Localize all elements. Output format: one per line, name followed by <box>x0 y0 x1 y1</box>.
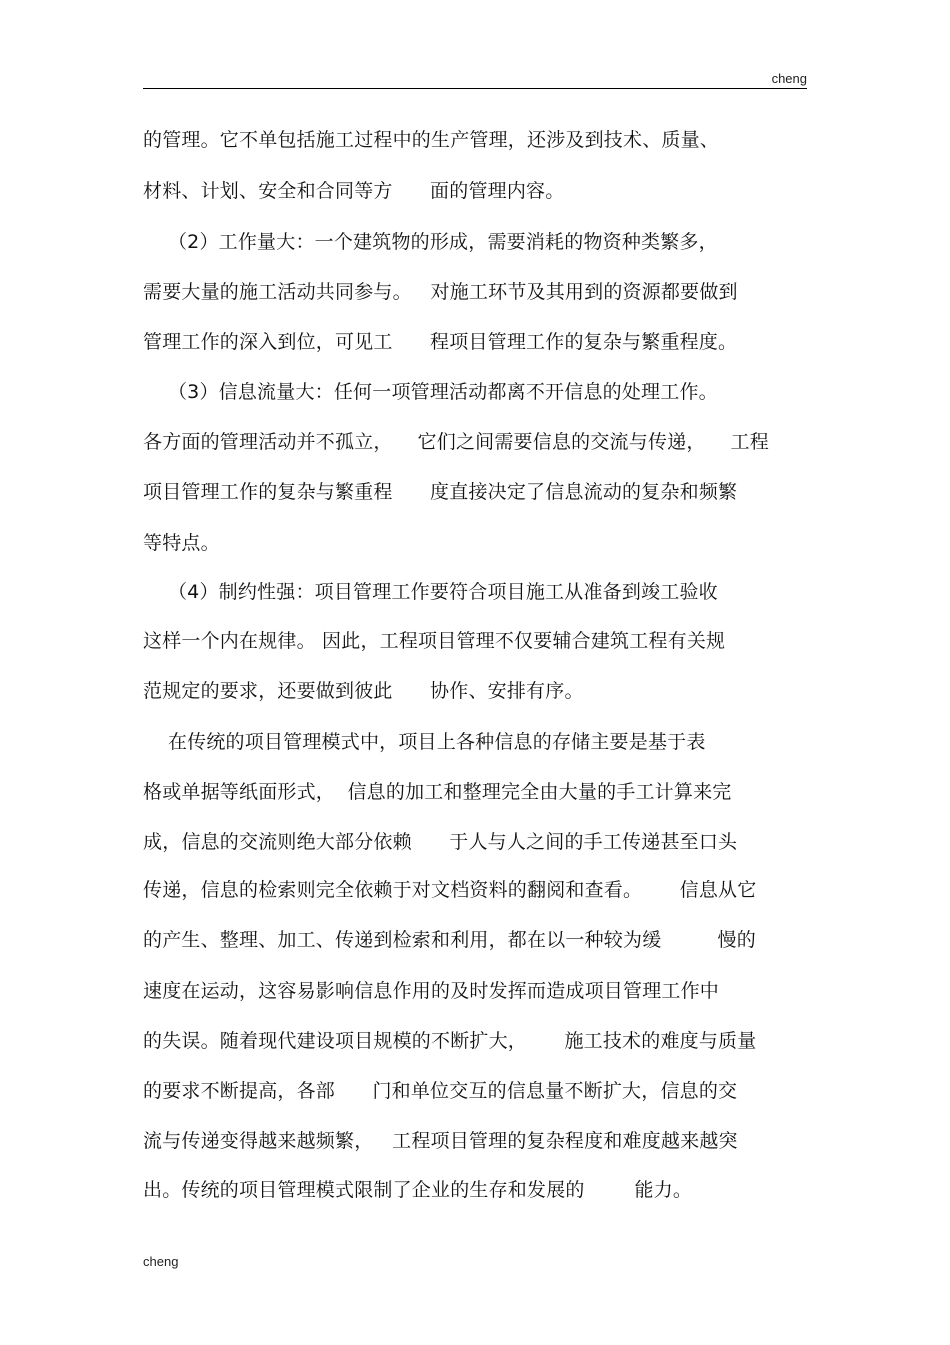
text-line: 成，信息的交流则绝大部分依赖 于人与人之间的手工传递甚至口头 <box>143 831 738 853</box>
text-line: 出。传统的项目管理模式限制了企业的生存和发展的 能力。 <box>143 1179 693 1201</box>
text-line: （2）工作量大：一个建筑物的形成，需要消耗的物资种类繁多， <box>143 231 718 253</box>
text-line: 范规定的要求，还要做到彼此 协作、安排有序。 <box>143 680 584 702</box>
text-line: 各方面的管理活动并不孤立， 它们之间需要信息的交流与传递， 工程 <box>143 431 769 453</box>
text-line: 的要求不断提高，各部 门和单位交互的信息量不断扩大，信息的交 <box>143 1080 738 1102</box>
text-line: 速度在运动，这容易影响信息作用的及时发挥而造成项目管理工作中 <box>143 980 720 1002</box>
text-line: 这样一个内在规律。 因此，工程项目管理不仅要辅合建筑工程有关规 <box>143 630 726 652</box>
text-line: 的产生、整理、加工、传递到检索和利用，都在以一种较为缓 慢的 <box>143 929 756 951</box>
text-line: 在传统的项目管理模式中，项目上各种信息的存储主要是基于表 <box>143 731 706 753</box>
text-line: 流与传递变得越来越频繁， 工程项目管理的复杂程度和难度越来越突 <box>143 1130 738 1152</box>
text-line: 管理工作的深入到位，可见工 程项目管理工作的复杂与繁重程度。 <box>143 331 738 353</box>
text-line: 传递，信息的检索则完全依赖于对文档资料的翻阅和查看。 信息从它 <box>143 879 757 901</box>
text-line: （3）信息流量大：任何一项管理活动都离不开信息的处理工作。 <box>143 381 718 403</box>
text-line: 格或单据等纸面形式， 信息的加工和整理完全由大量的手工计算来完 <box>143 781 732 803</box>
text-line: 项目管理工作的复杂与繁重程 度直接决定了信息流动的复杂和频繁 <box>143 481 738 503</box>
header-rule <box>143 88 807 89</box>
page-header: cheng <box>771 71 807 86</box>
text-line: 的失误。随着现代建设项目规模的不断扩大， 施工技术的难度与质量 <box>143 1030 757 1052</box>
text-line: 材料、计划、安全和合同等方 面的管理内容。 <box>143 180 565 202</box>
page-footer: cheng <box>143 1254 179 1269</box>
text-line: （4）制约性强：项目管理工作要符合项目施工从准备到竣工验收 <box>143 581 718 603</box>
text-line: 的管理。它不单包括施工过程中的生产管理，还涉及到技术、质量、 <box>143 129 720 151</box>
text-line: 需要大量的施工活动共同参与。 对施工环节及其用到的资源都要做到 <box>143 281 738 303</box>
text-line: 等特点。 <box>143 532 220 554</box>
